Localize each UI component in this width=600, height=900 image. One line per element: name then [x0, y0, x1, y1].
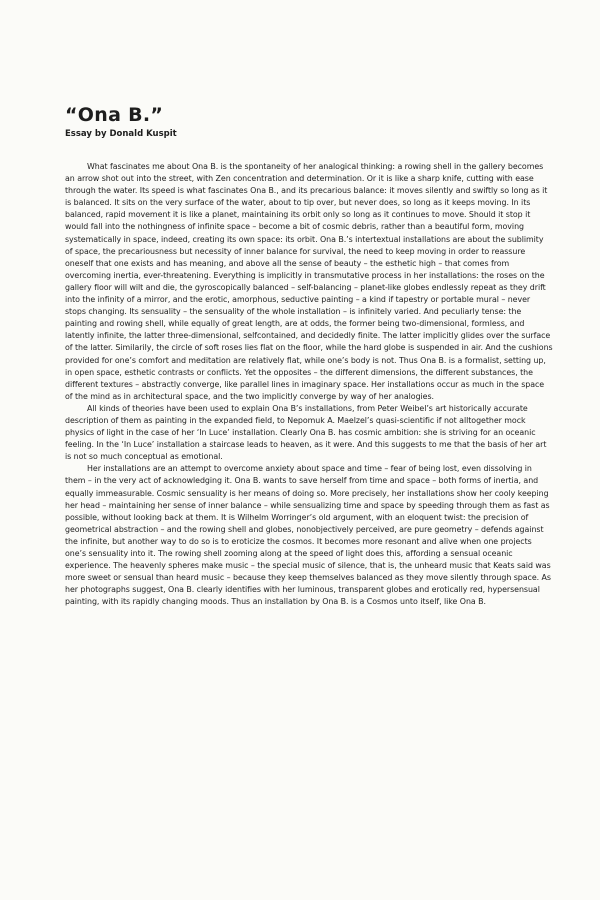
essay-paragraph-3: Her installations are an attempt to overcome anxiety about space and time – fear of being lost, even dissolving in them – in the very act of acknowledging it. Ona B. wants to save herself from time and space – both forms of inertia, and equally immeasurable. Cosmic sensuality is her means of doing so. More precisely, her installations show her cooly keeping her head – maintaining her sense of inner balance – while sensualizing time and space by speeding through them as fast as possible, without looking back at them. It is Wilhelm Worringer’s old argument, with an eloquent twist: the precision of geometrical abstraction – and the rowing shell and globes, nonobjectively perceived, are pure geometry – defends against the infinite, but another way to do so is to eroticize the cosmos. It becomes more resonant and alive when one projects one’s sensuality into it. The rowing shell zooming along at the speed of light does this, affording a sensual oceanic experience. The heavenly spheres make music – the special music of silence, that is, the unheard music that Keats said was more sweet or sensual than heard music – because they keep themselves balanced as they move silently through space. As her photographs suggest, Ona B. clearly identifies with her luminous, transparent globes and erotically red, hypersensual painting, with its rapidly changing moods. Thus an installation by Ona B. is a Cosmos unto itself, like Ona B.	[65, 464, 551, 607]
essay-paragraph-2: All kinds of theories have been used to explain Ona B’s installations, from Peter Weibel’s art historically accurate description of them as painting in the expanded field, to Nepomuk A. Maelzel’s quasi-scientific if not alltogether mock physics of light in the case of her ‘In Luce’ installation. Clearly Ona B. has cosmic ambition: she is striving for an oceanic feeling. In the ‘In Luce’ installation a staircase leads to heaven, as it were. And this suggests to me that the basis of her art is not so much conceptual as emotional.	[65, 403, 547, 462]
essay-page	[65, 104, 553, 608]
essay-paragraph-1: What fascinates me about Ona B. is the spontaneity of her analogical thinking: a rowing shell in the gallery becomes an arrow shot out into the street, with Zen concentration and determination. Or it is like a sharp knife, cutting with ease through the water. Its speed is what fascinates Ona B., and its precarious balance: it moves silently and swiftly so long as it is balanced. It sits on the very surface of the water, about to tip over, but never does, so long as it keeps moving. In its balanced, rapid movement it is like a planet, maintaining its orbit only so long as it continues to move. Should it stop it would fall into the nothingness of infinite space – become a bit of cosmic debris, rather than a beautiful form, moving systematically in space, indeed, creating its own space: its orbit. Ona B.’s intertextual installations are about the sublimity of space, the precariousness but necessity of inner balance for survival, the need to keep moving in order to reassure oneself that one exists and has meaning, and above all the sense of beauty – the esthetic high – that comes from overcoming inertia, ever-threatening. Everything is implicitly in transmutative process in her installations: the roses on the gallery floor will wilt and die, the gyroscopically balanced – self-balancing – planet-like globes endlessly repeat as they drift into the infinity of a mirror, and the erotic, amorphous, seductive painting – a kind if tapestry or portable mural – never stops changing. Its sensuality – the sensuality of the whole installation – is infinitely varied. And peculiarly tense: the painting and rowing shell, while equally of great length, are at odds, the former being two-dimensional, formless, and latently infinite, the latter three-dimensional, selfcontained, and decidedly finite. The latter implicitly glides over the surface of the latter. Similarily, the circle of soft roses lies flat on the floor, while the hard globe is suspended in air. And the cushions provided for one’s comfort and meditation are relatively flat, while one’s body is not. Thus Ona B. is a formalist, setting up, in open space, esthetic contrasts or conflicts. Yet the opposites – the different dimensions, the different substances, the different textures – abstractly converge, like parallel lines in imaginary space. Her installations occur as much in the space of the mind as in architectural space, and the two implicitly converge by way of her analogies.	[65, 162, 553, 401]
essay-byline: Essay by Donald Kuspit	[65, 129, 177, 139]
essay-title: “Ona B.”	[65, 104, 164, 126]
essay-body	[65, 161, 553, 608]
